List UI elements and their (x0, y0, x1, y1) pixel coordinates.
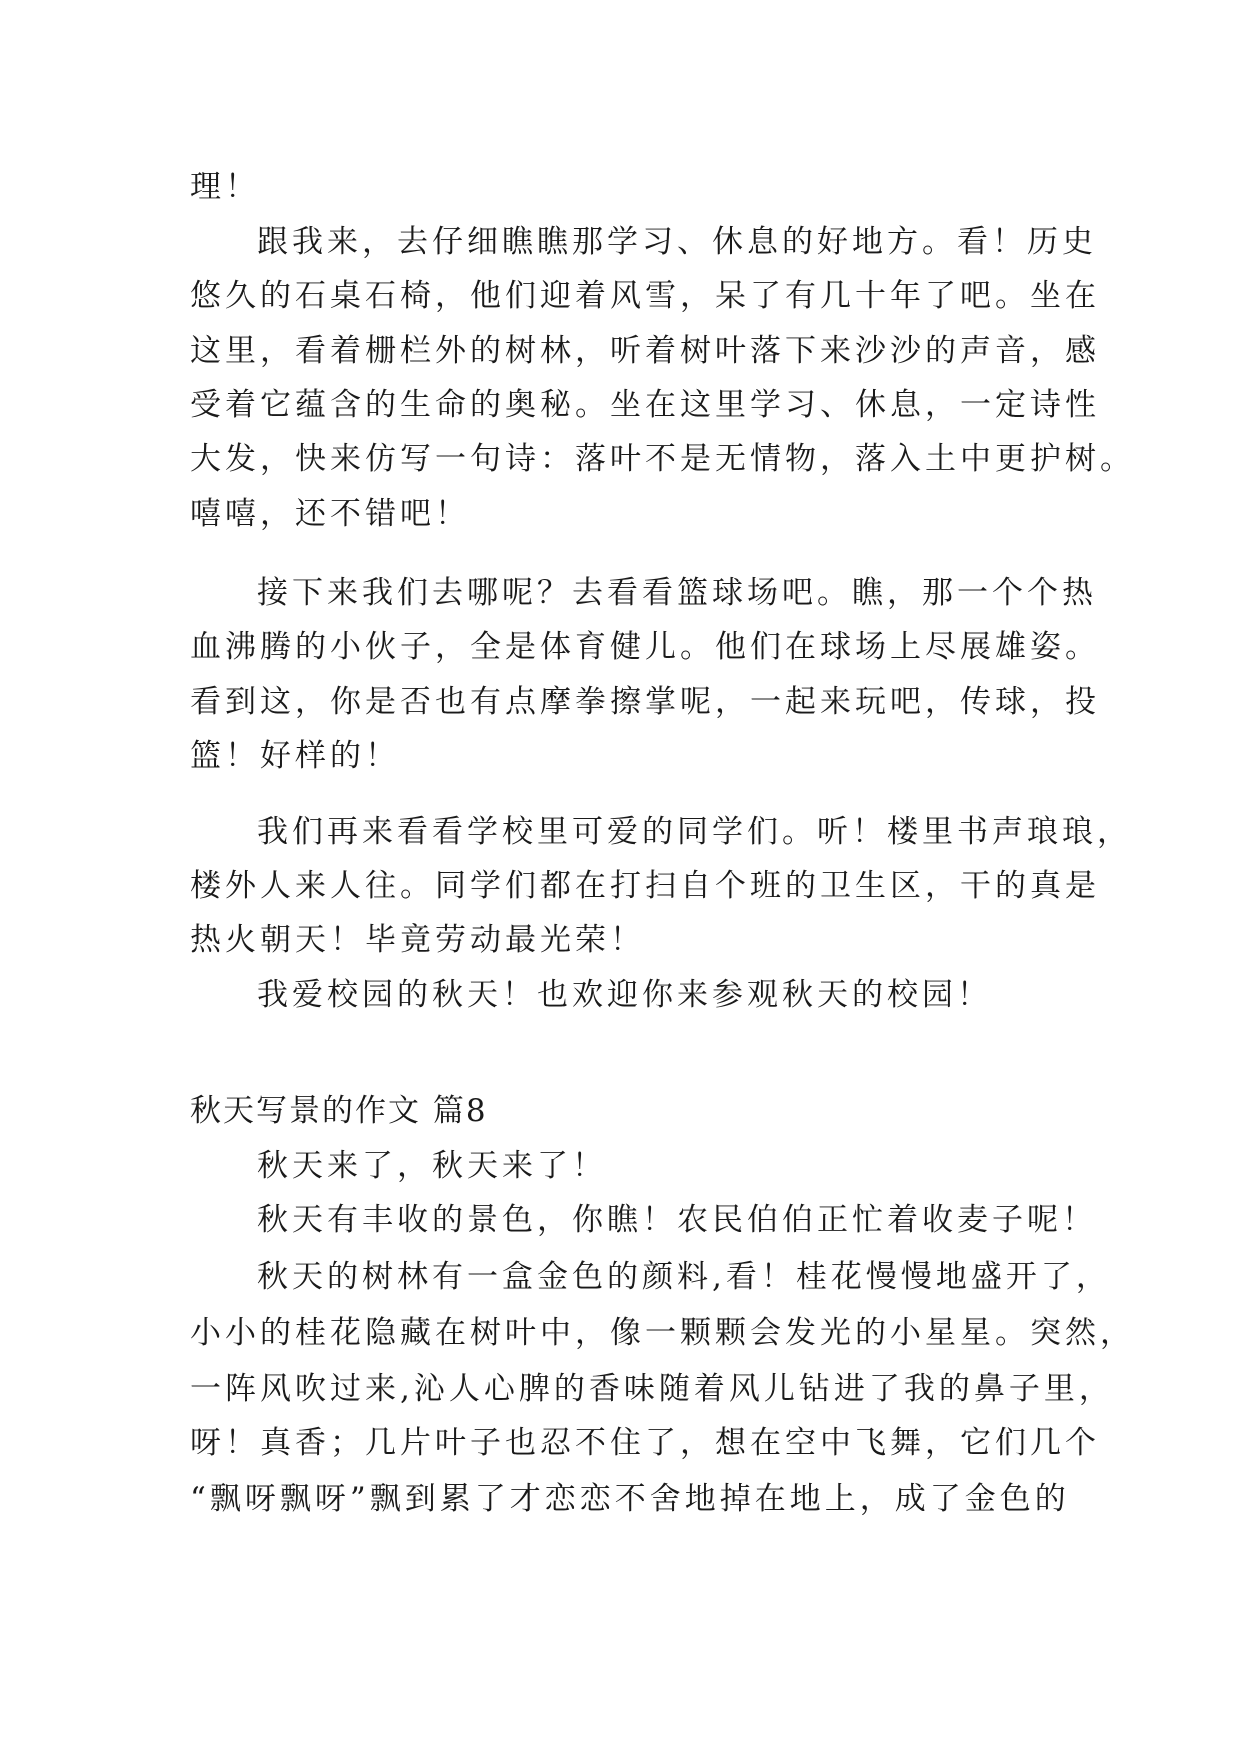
text-line: 嘻嘻，还不错吧！ (190, 496, 470, 532)
paragraph-start: 我爱校园的秋天！也欢迎你来参观秋天的校园！ (257, 977, 992, 1013)
text-line: 大发，快来仿写一句诗：落叶不是无情物，落入土中更护树。 (190, 441, 1135, 477)
paragraph-start: 跟我来，去仔细瞧瞧那学习、休息的好地方。看！历史 (257, 224, 1097, 260)
text-line: 一阵风吹过来,沁人心脾的香味随着风儿钻进了我的鼻子里， (190, 1371, 1114, 1407)
paragraph-start: 我们再来看看学校里可爱的同学们。听！楼里书声琅琅， (257, 814, 1132, 850)
paragraph-start: 秋天有丰收的景色，你瞧！农民伯伯正忙着收麦子呢！ (257, 1202, 1097, 1238)
text-line: 受着它蕴含的生命的奥秘。坐在这里学习、休息，一定诗性 (190, 387, 1100, 423)
text-line: 看到这，你是否也有点摩拳擦掌呢，一起来玩吧，传球，投 (190, 684, 1100, 720)
text-line: 热火朝天！毕竟劳动最光荣！ (190, 922, 645, 958)
text-line: 血沸腾的小伙子，全是体育健儿。他们在球场上尽展雄姿。 (190, 629, 1100, 665)
text-line: 楼外人来人往。同学们都在打扫自个班的卫生区，干的真是 (190, 868, 1100, 904)
text-line: “飘呀飘呀”飘到累了才恋恋不舍地掉在地上，成了金色的 (190, 1481, 1070, 1517)
text-line: 篮！好样的！ (190, 738, 400, 774)
text-line: 小小的桂花隐藏在树叶中，像一颗颗会发光的小星星。突然， (190, 1315, 1135, 1351)
text-line: 悠久的石桌石椅，他们迎着风雪，呆了有几十年了吧。坐在 (190, 278, 1100, 314)
paragraph-start: 接下来我们去哪呢？去看看篮球场吧。瞧，那一个个热 (257, 575, 1097, 611)
text-line: 呀！真香；几片叶子也忍不住了，想在空中飞舞，它们几个 (190, 1425, 1100, 1461)
section-title: 秋天写景的作文 篇8 (190, 1093, 488, 1129)
paragraph-start: 秋天的树林有一盒金色的颜料,看！桂花慢慢地盛开了， (257, 1259, 1111, 1295)
text-line: 这里，看着栅栏外的树林，听着树叶落下来沙沙的声音，感 (190, 333, 1100, 369)
paragraph-start: 秋天来了，秋天来了！ (257, 1148, 607, 1184)
text-line: 理！ (190, 169, 260, 205)
